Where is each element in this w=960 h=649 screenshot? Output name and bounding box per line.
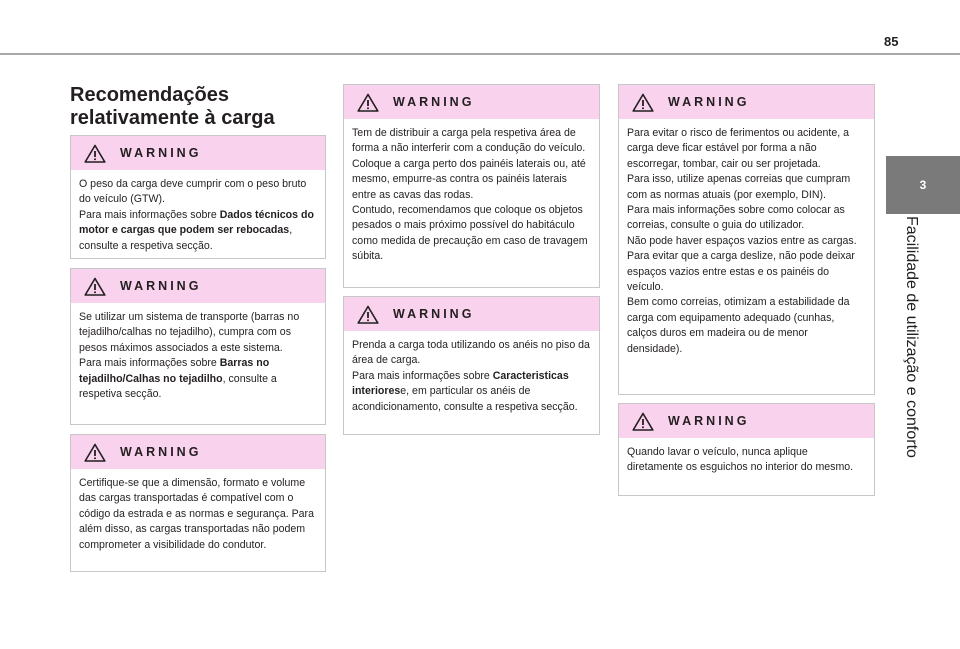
warning-paragraph: Para evitar o risco de ferimentos ou acidente, a carga deve ficar estável por forma a não escorregar, tombar, cair ou ser projetada. <box>627 127 849 170</box>
warning-text <box>619 438 874 484</box>
warning-box <box>343 296 600 435</box>
warning-paragraph: Para mais informações sobre Caracteristicas interiorese, em particular os anéis de acondicionamento, consulte a respetiva secção. <box>352 369 578 413</box>
warning-label: WARNING <box>120 445 202 459</box>
warning-box <box>70 434 326 572</box>
warning-triangle-icon <box>357 93 379 112</box>
warning-paragraph: Para mais informações sobre Barras no tejadilho/Calhas no tejadilho, consulte a respetiva secção. <box>79 357 277 401</box>
warning-paragraph: O peso da carga deve cumprir com o peso bruto do veículo (GTW). <box>79 178 307 206</box>
warning-label: WARNING <box>668 95 750 109</box>
warning-text <box>344 331 599 423</box>
cross-reference: Barras no tejadilho/Calhas no tejadilho <box>79 357 270 385</box>
warning-header <box>619 404 874 438</box>
warning-paragraph: Certifique-se que a dimensão, formato e volume das cargas transportadas é compatível com o código da estrada e as normas e segurança. Para além disso, as cargas transportadas não podem comprometer a visibilidade do condutor. <box>79 477 314 551</box>
warning-triangle-icon <box>632 93 654 112</box>
warning-paragraph: Bem como correias, otimizam a estabilidade da carga com equipamento adequado (cunhas, calços duros em madeira ou de menor densidade). <box>627 296 850 355</box>
warning-paragraph: Coloque a carga perto dos painéis laterais ou, até mesmo, empurre-as contra os painéis laterais entre as cavas das rodas. <box>352 157 586 201</box>
warning-triangle-icon <box>632 412 654 431</box>
warning-header <box>619 85 874 119</box>
section-title: Facilidade de utilização e conforto <box>903 216 920 458</box>
warning-header <box>71 136 325 170</box>
warning-box <box>343 84 600 288</box>
cross-reference: Caracteristicas interiores <box>352 369 569 398</box>
warning-label: WARNING <box>120 279 202 293</box>
warning-text <box>71 469 325 561</box>
warning-paragraph: Tem de distribuir a carga pela respetiva área de forma a não interferir com a condução do veículo. <box>352 127 586 155</box>
page-heading: Recomendações relativamente à carga <box>70 84 275 129</box>
warning-header <box>344 85 599 119</box>
warning-header <box>71 269 325 303</box>
warning-paragraph: Para mais informações sobre Dados técnicos do motor e cargas que podem ser rebocadas, consulte a respetiva secção. <box>79 208 314 252</box>
warning-box <box>70 135 326 259</box>
warning-box <box>70 268 326 425</box>
warning-paragraph: Não pode haver espaços vazios entre as cargas. <box>627 234 857 247</box>
warning-triangle-icon <box>84 443 106 462</box>
page-number: 85 <box>884 34 899 49</box>
warning-paragraph: Quando lavar o veículo, nunca aplique diretamente os esguichos no interior do mesmo. <box>627 446 854 474</box>
header-rule <box>0 53 960 55</box>
warning-box <box>618 403 875 496</box>
warning-paragraph: Para evitar que a carga deslize, não pode deixar espaços vazios entre estas e os painéis do veículo. <box>627 250 855 294</box>
warning-paragraph: Prenda a carga toda utilizando os anéis no piso da área de carga. <box>352 339 590 367</box>
warning-triangle-icon <box>84 277 106 296</box>
warning-label: WARNING <box>393 307 475 321</box>
warning-header <box>344 297 599 331</box>
warning-paragraph: Se utilizar um sistema de transporte (barras no tejadilho/calhas no tejadilho), cumpra com os pesos máximos associados a este sistema. <box>79 311 300 354</box>
warning-label: WARNING <box>120 146 202 160</box>
warning-triangle-icon <box>84 144 106 163</box>
section-tab[interactable]: 3 <box>886 156 960 214</box>
warning-header <box>71 435 325 469</box>
warning-text <box>71 170 325 262</box>
warning-paragraph: Para isso, utilize apenas correias que cumpram com as normas atuais (por exemplo, DIN). <box>627 173 851 201</box>
warning-triangle-icon <box>357 305 379 324</box>
warning-text <box>344 119 599 273</box>
warning-paragraph: Contudo, recomendamos que coloque os objetos pesados o mais próximo possível do habitáculo como medida de precaução em caso de travagem súbita. <box>352 204 588 263</box>
cross-reference: Dados técnicos do motor e cargas que podem ser rebocadas <box>79 208 314 237</box>
warning-box <box>618 84 875 395</box>
warning-text <box>71 303 325 410</box>
warning-label: WARNING <box>668 414 750 428</box>
warning-text <box>619 119 874 365</box>
warning-paragraph: Para mais informações sobre como colocar as correias, consulte o guia do utilizador. <box>627 204 845 232</box>
warning-label: WARNING <box>393 95 475 109</box>
